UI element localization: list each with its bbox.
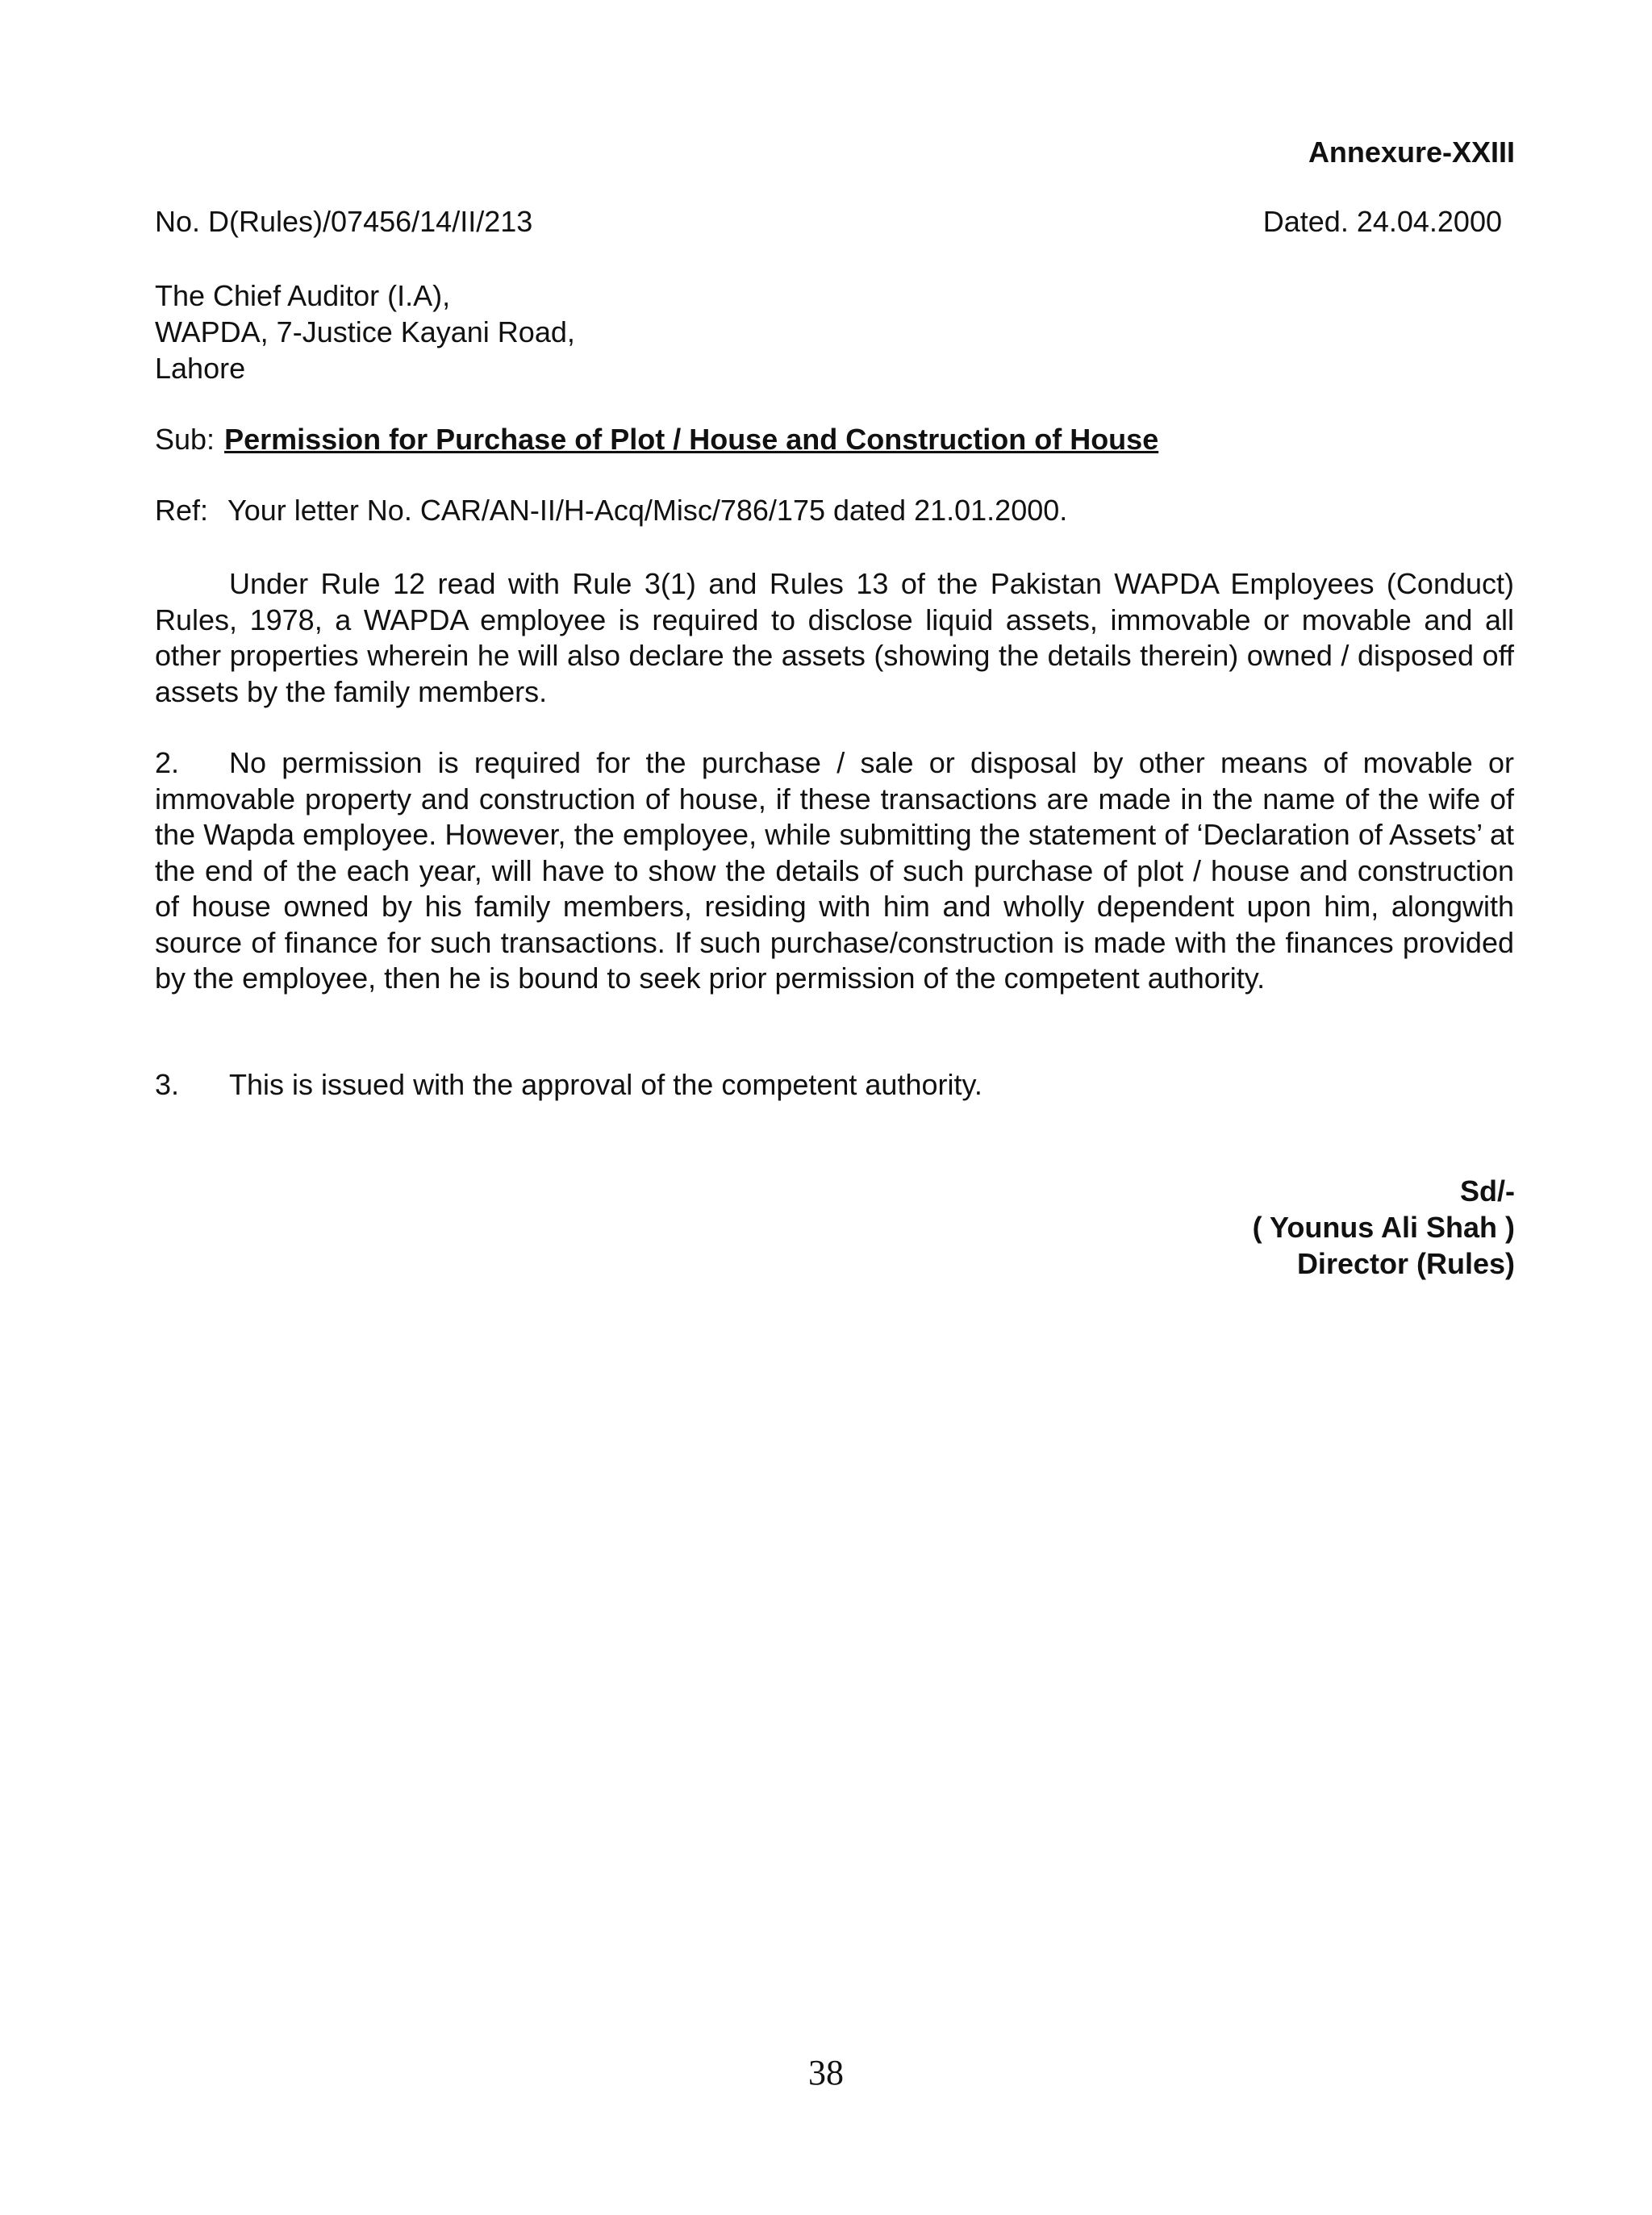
reference-label: Ref: [155, 494, 209, 527]
paragraph-3-text: This is issued with the approval of the competent authority. [229, 1068, 982, 1101]
subject-text: Permission for Purchase of Plot / House and Construction of House [224, 423, 1159, 456]
paragraph-2-number: 2. [155, 746, 180, 779]
subject-line [155, 423, 1158, 457]
paragraph-2 [155, 745, 1514, 997]
signature-block [1253, 1173, 1515, 1282]
paragraph-1: Under Rule 12 read with Rule 3(1) and Rules 13 of the Pakistan WAPDA Employees (Conduct) Rules, 1978, a WAPDA employee is required to disclose liquid assets, immovable or movable and all other properties wherein he will also declare the assets (showing the details therein) owned / disposed off assets by the family members. [155, 567, 1514, 708]
paragraph-3-number: 3. [155, 1068, 180, 1101]
subject-label: Sub: [155, 423, 215, 456]
page-number: 38 [808, 2053, 844, 2092]
address-line-3: Lahore [155, 352, 246, 385]
address-line-2: WAPDA, 7-Justice Kayani Road, [155, 315, 575, 348]
reference-line [155, 494, 1067, 528]
signatory-designation: Director (Rules) [1296, 1247, 1515, 1280]
signatory-name: ( Younus Ali Shah ) [1252, 1211, 1515, 1244]
paragraph-2-text: No permission is required for the purchase / sale or disposal by other means of movable or immovable property and construction of house, if these transactions are made in the name of the wife of the Wapda employee. However, the employee, while submitting the statement of ‘Declaration of Assets’ at the end of the each year, will have to show the details of such purchase of plot / house and construction of house owned by his family members, residing with him and wholly dependent upon him, alongwith source of finance for such transactions. If such purchase/construction is made with the finances provided by the employee, then he is bound to seek prior permission of the competent authority. [155, 746, 1514, 995]
annexure-label: Annexure-XXIII [1308, 136, 1515, 169]
letter-number: No. D(Rules)/07456/14/II/213 [155, 205, 533, 238]
letter-reference-line [155, 205, 1502, 239]
address-line-1: The Chief Auditor (I.A), [155, 279, 451, 312]
reference-text: Your letter No. CAR/AN-II/H-Acq/Misc/786/175 dated 21.01.2000. [227, 494, 1068, 527]
recipient-address [155, 277, 575, 386]
letter-date: Dated. 24.04.2000 [1262, 205, 1502, 238]
signature-sd: Sd/- [1460, 1174, 1515, 1208]
paragraph-3 [155, 1067, 1514, 1103]
